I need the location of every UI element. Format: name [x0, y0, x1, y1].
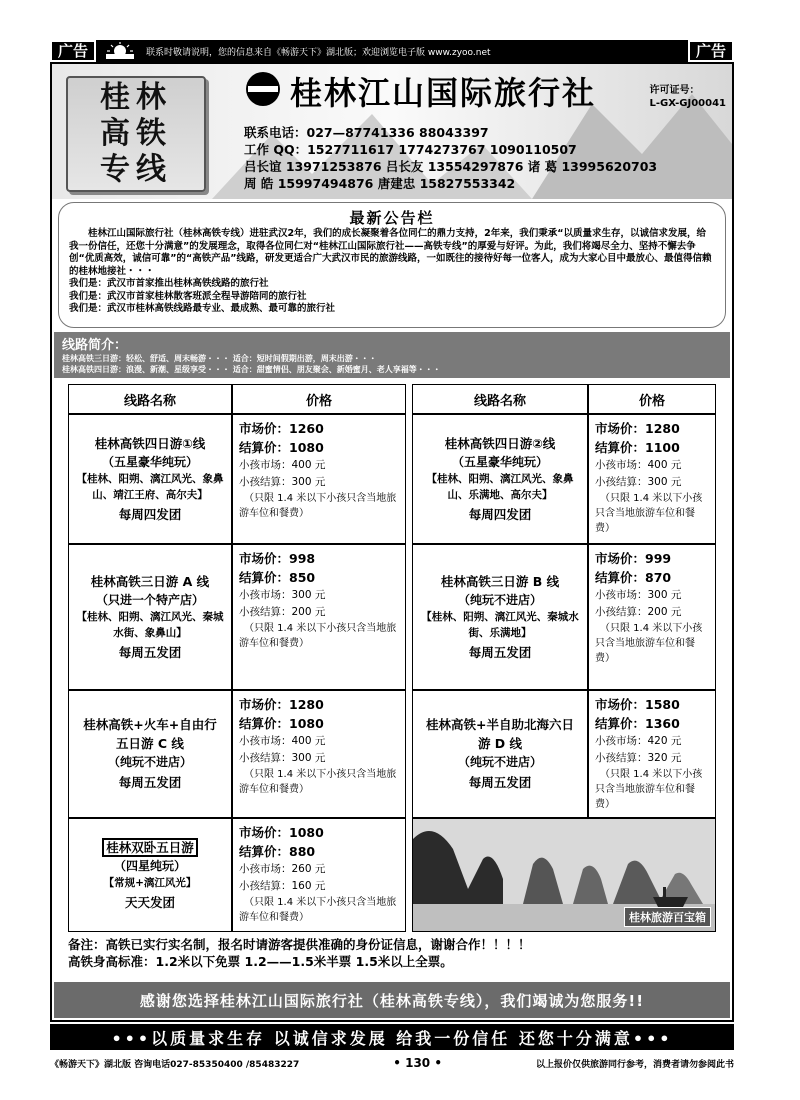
settle-price: 结算价：870: [595, 570, 672, 585]
price-cell: [232, 690, 406, 818]
slogan-bar: •••以质量求生存 以诚信求发展 给我一份信任 还您十分满意•••: [50, 1024, 734, 1050]
price-note: （只限 1.4 米以下小孩只含当地旅游车位和餐费）: [595, 623, 703, 664]
column-header-price: 价格: [588, 384, 716, 414]
route-name: 桂林双卧五日游: [102, 838, 198, 857]
route-subtitle: （五星豪华纯玩）: [101, 454, 198, 469]
route-subtitle: （纯玩不进店）: [457, 755, 542, 769]
route-subtitle: （四星纯玩）: [113, 858, 186, 873]
scroll-line: 高铁: [100, 116, 172, 151]
market-price: 市场价：1280: [595, 421, 680, 436]
ad-frame: [50, 62, 734, 1022]
contact-line: 工作 QQ：1527711617 1774273767 1090110507: [244, 142, 577, 157]
contact-info: [244, 124, 657, 192]
remark-line: 备注：高铁已实行实名制，报名时请游客提供准确的身份证信息，谢谢合作！！！！: [68, 937, 531, 952]
child-market-price: 小孩市场：300 元: [595, 589, 682, 601]
route-departure: 每周五发团: [468, 644, 532, 660]
license-number: L-GX-GJ00041: [649, 98, 726, 109]
route-price-table: [68, 384, 716, 932]
route-cell: [412, 690, 588, 818]
route-departure: 每周五发团: [118, 644, 182, 660]
agency-logo-icon: [244, 70, 282, 108]
ad-label-left: 广告: [50, 40, 96, 62]
market-price: 市场价：1080: [239, 825, 324, 840]
child-market-price: 小孩市场：400 元: [239, 459, 326, 471]
column-header-route: 线路名称: [412, 384, 588, 414]
child-market-price: 小孩市场：400 元: [239, 735, 326, 747]
route-detail: 【桂林、阳朔、漓江风光、象鼻山、乐满地、高尔夫】: [426, 472, 574, 501]
license-label: 许可证号：: [649, 85, 700, 96]
market-price: 市场价：1260: [239, 421, 324, 436]
route-detail: 【桂林、阳朔、漓江风光、秦城水街、象鼻山】: [76, 610, 224, 639]
market-price: 市场价：1580: [595, 697, 680, 712]
route-cell: [68, 818, 232, 932]
child-market-price: 小孩市场：400 元: [595, 459, 682, 471]
footer-publication: 《畅游天下》湖北版 咨询电话027-85350400 /85483227: [50, 1059, 300, 1070]
route-subtitle: （五星豪华纯玩）: [451, 454, 548, 469]
license-info: [650, 84, 727, 110]
market-price: 市场价：998: [239, 551, 316, 566]
route-subtitle: （纯玩不进店）: [107, 755, 192, 769]
child-settle-price: 小孩结算：160 元: [239, 880, 326, 892]
settle-price: 结算价：1080: [239, 716, 324, 731]
remarks: [68, 936, 718, 970]
guilin-landscape-photo: [412, 818, 716, 932]
route-detail: 【桂林、阳朔、漓江风光、秦城水街、乐满地】: [421, 610, 579, 639]
route-cell: [68, 414, 232, 544]
child-settle-price: 小孩结算：200 元: [239, 606, 326, 618]
settle-price: 结算价：1360: [595, 716, 680, 731]
scroll-line: 桂林: [100, 80, 172, 115]
price-note: （只限 1.4 米以下小孩只含当地旅游车位和餐费）: [239, 769, 397, 795]
price-note: （只限 1.4 米以下小孩只含当地旅游车位和餐费）: [239, 897, 397, 923]
column-header-price: 价格: [232, 384, 406, 414]
market-price: 市场价：999: [595, 551, 672, 566]
route-departure: 每周四发团: [468, 506, 532, 522]
routes-intro-line: 桂林高铁三日游：轻松、舒适、周末畅游・・・ 适合：短时间假期出游，周末出游・・・: [62, 354, 377, 363]
route-name: 桂林高铁+火车+自由行五日游 C 线: [83, 717, 217, 751]
price-cell: [588, 544, 716, 690]
route-subtitle: （纯玩不进店）: [457, 592, 542, 607]
notice-claim: 我们是：武汉市首家推出桂林高铁线路的旅行社: [69, 278, 269, 289]
child-market-price: 小孩市场：420 元: [595, 735, 682, 747]
price-cell: [588, 414, 716, 544]
routes-intro: [54, 332, 730, 378]
footer-disclaimer: 以上报价仅供旅游同行参考，消费者请勿参阅此书: [535, 1059, 734, 1070]
settle-price: 结算价：1100: [595, 440, 680, 455]
notice-claim: 我们是：武汉市首家桂林散客班派全程导游陪同的旅行社: [69, 290, 307, 302]
settle-price: 结算价：880: [239, 844, 316, 859]
photo-caption: 桂林旅游百宝箱: [624, 907, 711, 927]
route-departure: 每周五发团: [118, 775, 182, 790]
route-cell: [412, 414, 588, 544]
route-name: 桂林高铁+半自助北海六日游 D 线: [426, 717, 574, 751]
route-detail: 【常规+漓江风光】: [103, 876, 197, 889]
agency-name: 桂林江山国际旅行社: [290, 74, 597, 112]
thanks-banner: 感谢您选择桂林江山国际旅行社（桂林高铁专线），我们竭诚为您服务!!: [54, 982, 730, 1018]
notice-claim: 我们是：武汉市桂林高铁线路最专业、最成熟、最可靠的旅行社: [69, 303, 336, 314]
route-cell: [412, 544, 588, 690]
route-cell: [68, 690, 232, 818]
route-name: 桂林高铁四日游②线: [444, 435, 556, 451]
settle-price: 结算价：1080: [239, 440, 324, 455]
market-price: 市场价：1280: [239, 697, 324, 712]
price-cell: [232, 544, 406, 690]
price-note: （只限 1.4 米以下小孩只含当地旅游车位和餐费）: [595, 769, 703, 810]
settle-price: 结算价：850: [239, 570, 316, 585]
page-number: • 130 •: [393, 1056, 442, 1070]
price-cell: [232, 818, 406, 932]
route-subtitle: （只进一个特产店）: [95, 592, 204, 607]
routes-intro-line: 桂林高铁四日游：浪漫、新潮、星级享受・・・ 适合：甜蜜情侣、朋友聚会、新婚蜜月、老人享福等・・・: [62, 365, 441, 374]
route-name: 桂林高铁三日游 A 线: [90, 573, 210, 589]
child-settle-price: 小孩结算：300 元: [595, 476, 682, 488]
header: [52, 64, 732, 199]
routes-intro-title: 线路简介：: [62, 338, 128, 353]
strip-note: 联系时敬请说明，您的信息来自《畅游天下》湖北版；欢迎浏览电子版 www.zyoo.net: [146, 47, 491, 58]
price-note: （只限 1.4 米以下小孩只含当地旅游车位和餐费）: [239, 623, 397, 649]
top-ad-strip: [50, 40, 734, 62]
child-settle-price: 小孩结算：200 元: [595, 606, 682, 618]
route-detail: 【桂林、阳朔、漓江风光、象鼻山、靖江王府、高尔夫】: [76, 472, 224, 501]
route-name: 桂林高铁三日游 B 线: [440, 573, 560, 589]
column-header-route: 线路名称: [68, 384, 232, 414]
line-scroll-banner: [66, 76, 206, 192]
notice-body: 桂林江山国际旅行社（桂林高铁专线）进驻武汉2年，我们的成长凝聚着各位同仁的鼎力支持，2年来，我们秉承“以质量求生存，以诚信求发展，给我一份信任，还您十分满意”的发展理念，取得各位同仁对“桂林江山国际旅行社——高铁专线”的厚爱与好评。为此，我们将竭尽全力、坚持不懈去争创“优质高效，诚信可靠”的“高铁产品”线路，研发更适合广大武汉市民的旅游线路，一如既往的接待好每一位客人，成为大家心目中最放心、最值得信赖的桂林地接社・・・: [69, 228, 712, 277]
price-cell: [588, 690, 716, 818]
child-market-price: 小孩市场：260 元: [239, 863, 326, 875]
contact-line: 周 皓 15997494876 唐建忠 15827553342: [244, 176, 516, 191]
scroll-line: 专线: [100, 152, 172, 187]
ad-label-right: 广告: [688, 40, 734, 62]
page-footer: [50, 1054, 734, 1072]
child-settle-price: 小孩结算：320 元: [595, 752, 682, 764]
price-cell: [232, 414, 406, 544]
route-cell: [68, 544, 232, 690]
child-market-price: 小孩市场：300 元: [239, 589, 326, 601]
remark-line: 高铁身高标准：1.2米以下免票 1.2——1.5米半票 1.5米以上全票。: [68, 954, 453, 969]
price-note: （只限 1.4 米以下小孩只含当地旅游车位和餐费）: [239, 493, 397, 519]
contact-line: 吕长谊 13971253876 吕长友 13554297876 诸 葛 13995620703: [244, 159, 658, 174]
route-departure: 每周五发团: [468, 775, 532, 790]
magazine-logo-icon: [100, 41, 140, 61]
notice-board: [58, 202, 726, 328]
contact-line: 联系电话：027—87741336 88043397: [244, 125, 489, 140]
notice-title: 最新公告栏: [349, 209, 435, 227]
route-name: 桂林高铁四日游①线: [94, 435, 206, 451]
route-departure: 每周四发团: [118, 506, 182, 522]
child-settle-price: 小孩结算：300 元: [239, 476, 326, 488]
route-departure: 天天发团: [124, 894, 175, 910]
price-note: （只限 1.4 米以下小孩只含当地旅游车位和餐费）: [595, 493, 703, 534]
child-settle-price: 小孩结算：300 元: [239, 752, 326, 764]
